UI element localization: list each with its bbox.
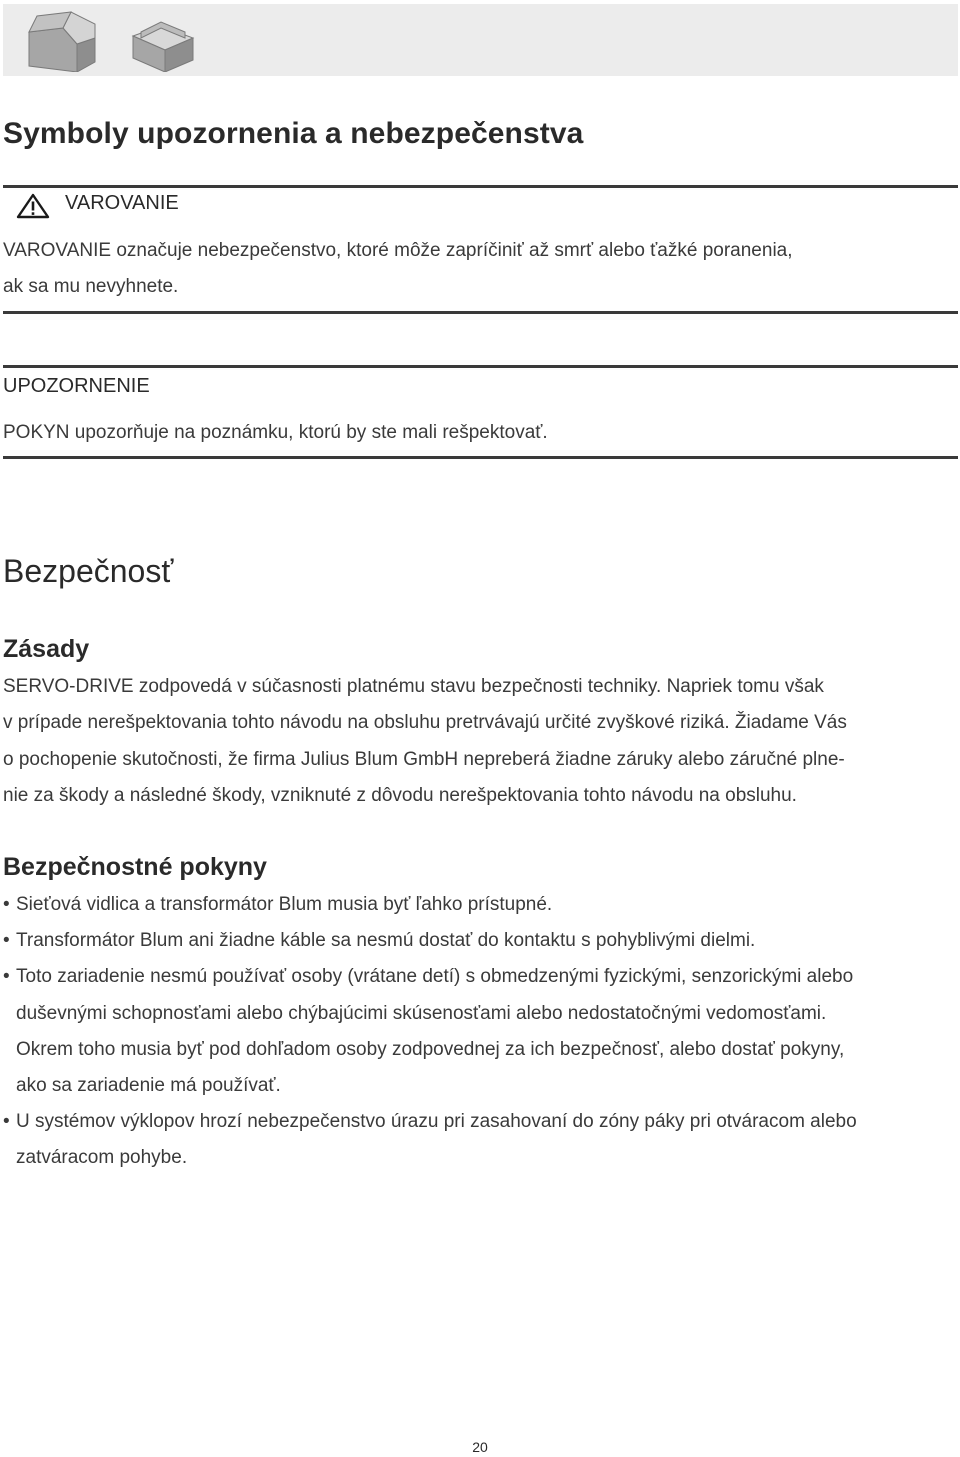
warning-bottom-rule	[3, 311, 958, 314]
list-item-line: duševnými schopnosťami alebo chýbajúcimi skúsenosťami alebo nedostatočnými vedomosťami.	[16, 1002, 827, 1024]
principles-title: Zásady	[3, 635, 90, 663]
principles-line: SERVO-DRIVE zodpovedá v súčasnosti platnému stavu bezpečnosti techniky. Napriek tomu však	[3, 676, 824, 697]
list-item	[3, 959, 958, 1104]
list-item-line: • Toto zariadenie nesmú používať osoby (vrátane detí) s obmedzenými fyzickými, senzorickými alebo	[16, 966, 854, 988]
instructions-list	[3, 887, 958, 1177]
instructions-title: Bezpečnostné pokyny	[3, 853, 267, 881]
warning-text-line-2: ak sa mu nevyhnete.	[3, 276, 179, 297]
list-item	[3, 923, 958, 959]
principles-line: nie za škody a následné škody, vzniknuté z dôvodu nerešpektovania tohto návodu na obsluhu.	[3, 784, 797, 806]
caution-label: UPOZORNENIE	[3, 375, 150, 397]
list-item-line: zatváracom pohybe.	[16, 1147, 188, 1169]
warning-triangle-icon	[16, 193, 50, 219]
list-item-line: ako sa zariadenie má používať.	[16, 1075, 281, 1097]
list-item-line: Okrem toho musia byť pod dohľadom osoby zodpovednej za ich bezpečnosť, alebo dostať pokyny,	[16, 1038, 845, 1060]
drawer-box-icon	[127, 10, 199, 72]
warning-label: VAROVANIE	[65, 192, 179, 214]
list-item-line: • Transformátor Blum ani žiadne káble sa nesmú dostať do kontaktu s pohyblivými dielmi.	[16, 930, 756, 952]
caution-text: POKYN upozorňuje na poznámku, ktorú by ste mali rešpektovať.	[3, 422, 548, 443]
warning-text-line-1: VAROVANIE označuje nebezpečenstvo, ktoré môže zapríčiniť až smrť alebo ťažké poranenia,	[3, 240, 793, 261]
warning-top-rule	[3, 185, 958, 188]
principles-paragraph	[3, 669, 955, 814]
safety-title: Bezpečnosť	[3, 553, 174, 589]
flap-box-icon	[25, 10, 97, 72]
principles-line: o pochopenie skutočnosti, že firma Julius Blum GmbH nepreberá žiadne záruky alebo záručné plne-	[3, 748, 845, 770]
page-title: Symboly upozornenia a nebezpečenstva	[3, 117, 584, 150]
header-band	[3, 4, 958, 76]
list-item	[3, 1104, 958, 1176]
principles-line: v prípade nerešpektovania tohto návodu na obsluhu pretrvávajú určité zvyškové riziká. Žiadame Vás	[3, 712, 847, 734]
caution-top-rule	[3, 365, 958, 368]
list-item-line: • Sieťová vidlica a transformátor Blum musia byť ľahko prístupné.	[16, 894, 553, 915]
list-item-line: • U systémov výklopov hrozí nebezpečenstvo úrazu pri zasahovaní do zóny páky pri otváracom alebo	[16, 1111, 857, 1133]
list-item	[3, 887, 958, 923]
page-number: 20	[472, 1439, 488, 1455]
caution-bottom-rule	[3, 456, 958, 459]
